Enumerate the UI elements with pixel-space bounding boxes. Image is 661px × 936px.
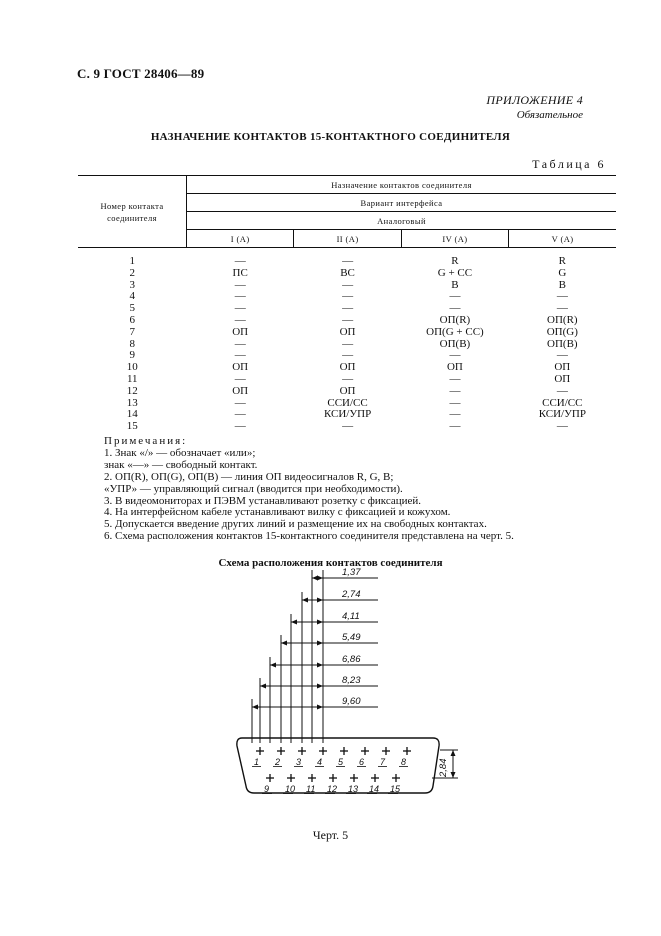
dimension-line (260, 678, 378, 743)
pin-marker (403, 747, 411, 755)
cell-variant-i: — (234, 408, 246, 421)
pin-marker (298, 747, 306, 755)
cell-variant-i: ОП (232, 361, 249, 374)
cell-variant-i: — (234, 396, 246, 409)
cell-variant-v: R (558, 255, 566, 267)
pin-label: 14 (369, 784, 380, 794)
appendix-status: Обязательное (516, 109, 583, 121)
cell-variant-ii: — (342, 290, 354, 303)
pin-marker (277, 747, 285, 755)
pin-marker (287, 774, 295, 782)
contact-number-cell: 1 (129, 255, 135, 267)
cell-variant-ii: — (342, 349, 354, 362)
contact-number-cell: 9 (129, 349, 135, 362)
dimension-label: 8,23 (342, 675, 361, 686)
cell-variant-iv: — (449, 290, 461, 303)
cell-variant-v: — (556, 302, 568, 315)
pin-marker (340, 747, 348, 755)
column-header: V (А) (509, 230, 616, 248)
cell-variant-iv: ОП (446, 361, 463, 374)
contact-number-cell: 6 (129, 313, 135, 326)
dimension-label: 5,49 (342, 632, 361, 643)
cell-variant-ii: — (342, 372, 354, 385)
cell-variant-i: ОП (232, 325, 249, 338)
contact-number-cell: 14 (126, 408, 138, 421)
dimension-line (302, 592, 378, 743)
cell-variant-iv: — (449, 349, 461, 362)
column-header: IV (А) (401, 230, 508, 248)
cell-variant-v: G (558, 266, 567, 279)
pin-label: 5 (338, 757, 344, 767)
cell-variant-v: ОП(R) (547, 313, 578, 326)
dimension-line (281, 635, 378, 743)
pin-label: 15 (390, 784, 401, 794)
cell-variant-v: ОП (554, 361, 571, 374)
column-header: II (А) (294, 230, 401, 248)
cell-variant-v: — (556, 349, 568, 362)
cell-variant-iv: G + CC (437, 266, 473, 279)
contact-number-cell: 5 (129, 302, 135, 315)
cell-variant-v: ОП(B) (547, 337, 578, 350)
contact-number-cell: 12 (126, 384, 138, 397)
cell-variant-i: — (234, 420, 246, 433)
cell-variant-i: — (234, 255, 246, 267)
dimension-line (291, 614, 378, 743)
pin-marker (350, 774, 358, 782)
analog-header: Аналоговый (187, 212, 617, 230)
cell-variant-i: — (234, 278, 246, 291)
note-line: знак «—» — свободный контакт. (104, 458, 258, 471)
cell-variant-v: ОП(G) (546, 325, 578, 338)
cell-variant-ii: ВС (340, 266, 355, 279)
cell-variant-i: ПС (232, 266, 248, 279)
pin-marker (361, 747, 369, 755)
cell-variant-ii: ССИ/СС (327, 396, 368, 409)
cell-variant-iv: R (451, 255, 459, 267)
dimension-label: 6,86 (342, 654, 361, 665)
pin-marker (382, 747, 390, 755)
contact-number-cell: 2 (129, 266, 135, 279)
dimension-line (270, 657, 378, 743)
cell-variant-iv: — (449, 408, 461, 421)
pin-label: 13 (348, 784, 359, 794)
cell-variant-ii: ОП (339, 384, 356, 397)
cell-variant-iv: — (449, 384, 461, 397)
pin-label: 7 (380, 757, 386, 767)
diagram-title: Схема расположения контактов соединителя (218, 557, 443, 569)
cell-variant-ii: ОП (339, 325, 356, 338)
cell-variant-ii: — (342, 313, 354, 326)
pin-label: 10 (285, 784, 296, 794)
cell-variant-ii: КСИ/УПР (323, 408, 372, 421)
contact-number-cell: 3 (129, 278, 135, 291)
cell-variant-v: КСИ/УПР (538, 408, 586, 421)
note-line: 1. Знак «/» — обозначает «или»; (104, 446, 256, 459)
cell-variant-i: — (234, 349, 246, 362)
cell-variant-v: — (556, 420, 568, 433)
pin-label: 1 (254, 757, 260, 767)
note-line: 3. В видеомониторах и ПЭВМ устанавливают розетку с фиксацией. (104, 494, 422, 507)
cell-variant-i: — (234, 372, 246, 385)
cell-variant-i: — (234, 290, 246, 303)
pin-marker (308, 774, 316, 782)
cell-variant-iv: ОП(G + CC) (426, 325, 484, 338)
pin-label: 6 (359, 757, 365, 767)
pin-label: 11 (306, 784, 316, 794)
pin-label: 2 (275, 757, 281, 767)
dimension-label: 2,74 (342, 589, 361, 600)
cell-variant-ii: — (342, 255, 354, 267)
cell-variant-ii: ОП (339, 361, 356, 374)
cell-variant-v: — (556, 290, 568, 303)
pin-marker (319, 747, 327, 755)
cell-variant-v: — (556, 384, 568, 397)
pin-label: 3 (296, 757, 302, 767)
contact-purpose-header: Назначение контактов соединителя (187, 176, 617, 194)
contact-number-header: Номер контакта соединителя (78, 176, 187, 248)
note-line: 4. На интерфейсном кабеле устанавливают вилку с фиксацией и кожухом. (104, 506, 451, 519)
contact-number-cell: 8 (129, 337, 135, 350)
table-label: Таблица 6 (532, 157, 606, 171)
note-line: 2. ОП(R), ОП(G), ОП(B) — линия ОП видеосигналов R, G, B; (104, 470, 394, 483)
pin-label: 12 (327, 784, 338, 794)
page-header: С. 9 ГОСТ 28406—89 (77, 66, 205, 81)
cell-variant-i: — (234, 337, 246, 350)
cell-variant-iv: ОП(R) (439, 313, 471, 326)
contact-number-cell: 11 (126, 372, 138, 385)
contact-number-cell: 4 (129, 290, 135, 303)
pin-marker (256, 747, 264, 755)
pin-marker (266, 774, 274, 782)
cell-variant-iv: — (449, 420, 461, 433)
interface-variant-header: Вариант интерфейса (187, 194, 617, 212)
dimension-label: 9,60 (342, 696, 361, 707)
pin-marker (392, 774, 400, 782)
note-line: 5. Допускается введение других линий и размещение их на свободных контактах. (104, 518, 487, 531)
cell-variant-ii: — (342, 420, 354, 433)
cell-variant-iv: — (449, 396, 461, 409)
pin-label: 4 (317, 757, 323, 767)
pin-marker (371, 774, 379, 782)
cell-variant-ii: — (342, 302, 354, 315)
pin-label: 8 (401, 757, 407, 767)
cell-variant-v: ОП (554, 372, 571, 385)
note-line: «УПР» — управляющий сигнал (вводится при необходимости). (104, 482, 403, 495)
contact-number-cell: 13 (126, 396, 138, 409)
cell-variant-v: B (558, 278, 566, 291)
contact-number-cell: 7 (129, 325, 135, 338)
figure-label: Черт. 5 (312, 828, 349, 842)
cell-variant-i: — (234, 313, 246, 326)
cell-variant-v: ССИ/СС (542, 396, 583, 409)
appendix-label: ПРИЛОЖЕНИЕ 4 (486, 93, 583, 107)
cell-variant-i: ОП (232, 384, 249, 397)
column-header: I (А) (187, 230, 294, 248)
pin-label: 9 (264, 784, 270, 794)
contact-number-cell: 10 (126, 361, 138, 374)
cell-variant-ii: — (342, 337, 354, 350)
contact-number-cell: 15 (126, 420, 138, 433)
dimension-label: 4,11 (342, 611, 360, 622)
note-line: 6. Схема расположения контактов 15-контактного соединителя представлена на черт. 5. (104, 530, 514, 543)
cell-variant-iv: — (449, 372, 461, 385)
cell-variant-iv: B (451, 278, 459, 291)
pin-marker (329, 774, 337, 782)
cell-variant-iv: — (449, 302, 461, 315)
cell-variant-i: — (234, 302, 246, 315)
row-spacing-label: 2,84 (438, 758, 449, 777)
cell-variant-ii: — (342, 278, 354, 291)
cell-variant-iv: ОП(B) (439, 337, 471, 350)
document-title: НАЗНАЧЕНИЕ КОНТАКТОВ 15-КОНТАКТНОГО СОЕДИНИТЕЛЯ (150, 131, 511, 143)
notes-title: Примечания: (104, 435, 188, 447)
dimension-label: 1,37 (342, 567, 361, 578)
